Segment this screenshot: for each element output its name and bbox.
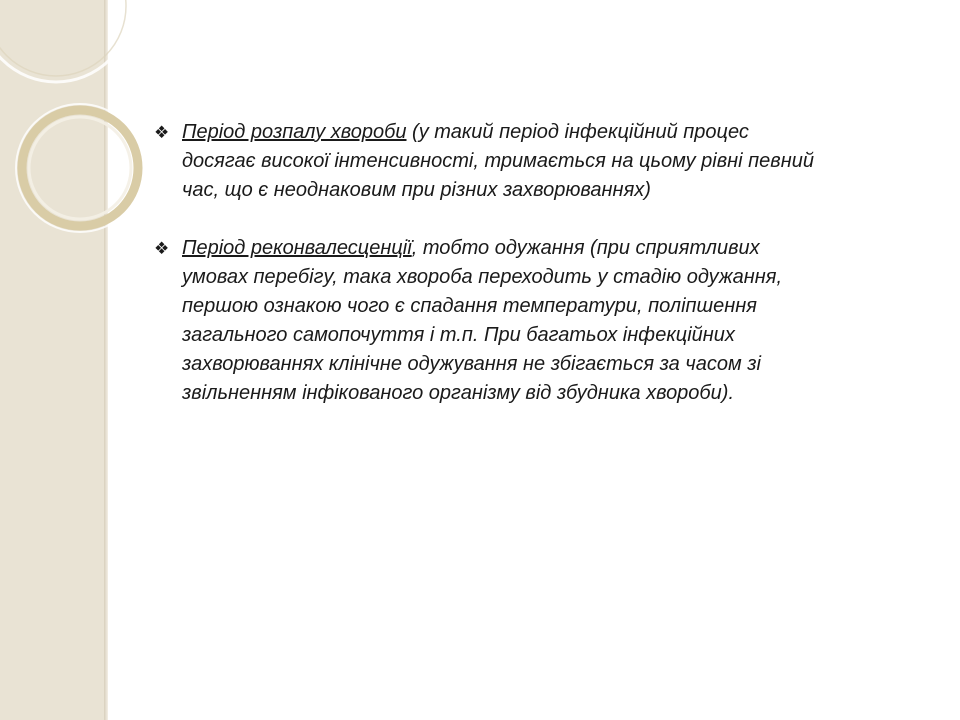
bullet-description: (у такий період інфекційний процес досягає високої інтенсивності, тримається на цьому рівні певний час, що є неоднаковим при різних захворюваннях) (182, 121, 814, 201)
bullet-item (154, 118, 814, 205)
slide-content (154, 118, 814, 437)
bullet-term: Період розпалу хвороби (182, 121, 407, 143)
decorative-ring-gold-highlight (29, 117, 131, 219)
decorative-ring-large-inner (0, 0, 126, 76)
bullet-text (182, 118, 814, 205)
decorative-ring-gold (22, 110, 138, 226)
diamond-bullet-icon: ❖ (154, 239, 170, 258)
decorative-ring-gold-outer (16, 104, 144, 232)
decorative-ring-large (0, 0, 132, 82)
decorative-rings (0, 0, 160, 260)
bullet-text (182, 234, 814, 408)
bullet-term: Період реконвалесценції (182, 237, 412, 259)
bullet-description: , тобто одужання (при сприятливих умовах перебігу, така хвороба переходить у стадію одужання, першою ознакою чого є спадання температури, поліпшення загального самопочуття і т.п. При багатьох інфекційних захворюваннях клінічне одужування не збігається за часом зі звільненням інфікованого організму від збудника хвороби). (182, 237, 783, 404)
diamond-bullet-icon: ❖ (154, 123, 170, 142)
bullet-item (154, 234, 814, 408)
